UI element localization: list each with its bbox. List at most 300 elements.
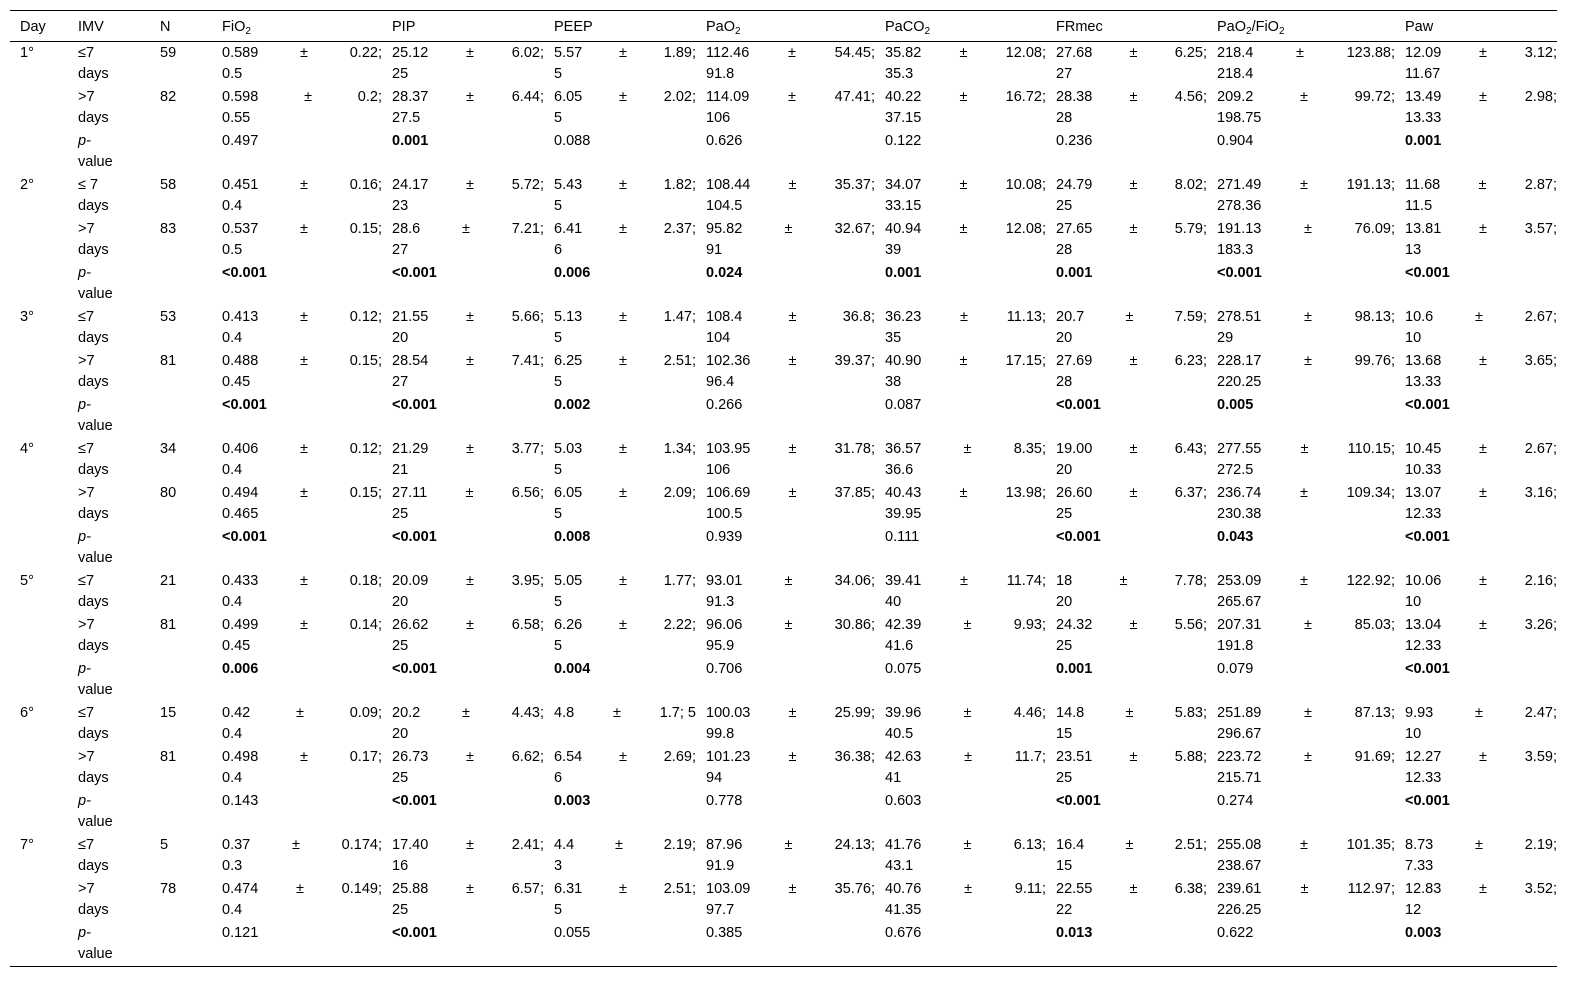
value-line <box>392 615 544 636</box>
day-cell: 4° <box>20 441 34 457</box>
value-cell <box>382 570 544 614</box>
value-line <box>222 439 382 460</box>
plus-minus: ± <box>619 573 627 589</box>
median-value: 272.5 <box>1217 462 1254 478</box>
plus-minus: ± <box>466 309 474 325</box>
sd-value: 2.51; <box>1174 837 1207 853</box>
plus-minus: ± <box>619 485 627 501</box>
sd-value: 91.69; <box>1354 749 1395 765</box>
p-value-cell: 0.003 <box>554 793 591 809</box>
plus-minus: ± <box>1479 441 1487 457</box>
mean-value: 12.27 <box>1405 749 1442 765</box>
plus-minus: ± <box>304 89 313 105</box>
plus-minus: ± <box>466 89 474 105</box>
sd-value: 2.09; <box>663 485 696 501</box>
value-cell <box>696 42 875 87</box>
plus-minus: ± <box>462 705 470 721</box>
table-row <box>10 306 1557 350</box>
imv-label: >7 <box>78 353 95 369</box>
value-line <box>885 879 1046 900</box>
value-cell <box>544 174 696 218</box>
plus-minus: ± <box>788 485 797 501</box>
value-line <box>392 571 544 592</box>
sd-value: 5.66; <box>511 309 544 325</box>
p-value-cell: <0.001 <box>392 265 437 281</box>
mean-value: 6.54 <box>554 749 583 765</box>
value-line <box>1405 307 1557 328</box>
p-value-cell: 0.676 <box>885 925 922 941</box>
imv-cell <box>68 394 150 438</box>
plus-minus: ± <box>619 177 627 193</box>
plus-minus: ± <box>619 749 627 765</box>
header-label: PaCO <box>885 19 925 35</box>
mean-value: 6.25 <box>554 353 583 369</box>
value-line <box>885 175 1046 196</box>
value-line <box>1405 703 1557 724</box>
value-line <box>1405 175 1557 196</box>
value-cell <box>1046 42 1207 87</box>
p-value-cell: 0.111 <box>885 529 920 545</box>
value-cell <box>212 218 382 262</box>
plus-minus: ± <box>959 353 968 369</box>
median-value: 296.67 <box>1217 726 1262 742</box>
plus-minus: ± <box>1300 177 1308 193</box>
plus-minus: ± <box>296 705 304 721</box>
value-line <box>222 483 382 504</box>
value-cell <box>1395 570 1557 614</box>
plus-minus: ± <box>1304 221 1312 237</box>
value-line <box>222 219 382 240</box>
column-header <box>212 11 382 42</box>
imv-label: days <box>78 594 109 610</box>
p-value-cell: 0.001 <box>1056 265 1093 281</box>
mean-value: 5.13 <box>554 309 583 325</box>
median-value: 5 <box>554 110 563 126</box>
plus-minus: ± <box>1304 749 1312 765</box>
value-line <box>706 307 875 328</box>
value-cell <box>1046 614 1207 658</box>
value-cell <box>1395 614 1557 658</box>
mean-value: 26.60 <box>1056 485 1093 501</box>
value-cell <box>382 438 544 482</box>
imv-cell <box>68 218 150 262</box>
plus-minus: ± <box>788 705 797 721</box>
sd-value: 0.22; <box>349 45 382 61</box>
mean-value: 102.36 <box>706 353 751 369</box>
mean-value: 0.598 <box>222 89 259 105</box>
plus-minus: ± <box>1125 837 1134 853</box>
value-cell <box>212 702 382 746</box>
value-cell <box>544 614 696 658</box>
median-value: 20 <box>1056 462 1073 478</box>
mean-value: 10.45 <box>1405 441 1442 457</box>
value-cell <box>696 306 875 350</box>
median-value: 97.7 <box>706 902 735 918</box>
imv-label: value <box>78 946 113 962</box>
mean-value: 13.68 <box>1405 353 1442 369</box>
p-value-cell: <0.001 <box>392 793 437 809</box>
plus-minus: ± <box>1119 573 1128 589</box>
value-cell <box>382 746 544 790</box>
table-row <box>10 350 1557 394</box>
value-line <box>222 307 382 328</box>
median-value: 25 <box>1056 198 1073 214</box>
value-line <box>1056 351 1207 372</box>
median-value: 91.3 <box>706 594 735 610</box>
mean-value: 6.41 <box>554 221 583 237</box>
value-cell <box>212 614 382 658</box>
value-line <box>392 87 544 108</box>
median-value: 20 <box>1056 594 1073 610</box>
plus-minus: ± <box>300 45 308 61</box>
value-cell <box>875 86 1046 130</box>
p-value-cell: 0.904 <box>1217 133 1254 149</box>
table-row <box>10 790 1557 834</box>
header-label: Day <box>20 19 46 35</box>
mean-value: 0.499 <box>222 617 259 633</box>
value-line <box>885 87 1046 108</box>
mean-value: 13.49 <box>1405 89 1442 105</box>
mean-value: 27.65 <box>1056 221 1093 237</box>
value-line <box>222 571 382 592</box>
plus-minus: ± <box>959 221 968 237</box>
sd-value: 7.78; <box>1174 573 1207 589</box>
sd-value: 39.37; <box>834 353 875 369</box>
n-cell: 83 <box>160 221 177 237</box>
sd-value: 35.76; <box>834 881 875 897</box>
table-row <box>10 746 1557 790</box>
value-cell <box>1395 306 1557 350</box>
mean-value: 8.73 <box>1405 837 1434 853</box>
plus-minus: ± <box>1125 309 1134 325</box>
p-value-cell: <0.001 <box>222 265 267 281</box>
value-cell <box>875 42 1046 87</box>
plus-minus: ± <box>466 177 474 193</box>
value-line <box>1405 219 1557 240</box>
value-cell <box>1046 438 1207 482</box>
plus-minus: ± <box>1300 89 1308 105</box>
sd-value: 76.09; <box>1354 221 1395 237</box>
table-row <box>10 42 1557 87</box>
plus-minus: ± <box>1475 309 1483 325</box>
value-line <box>554 615 696 636</box>
column-header <box>10 11 68 42</box>
value-line <box>222 835 382 856</box>
n-cell: 81 <box>160 617 177 633</box>
sd-value: 1.82; <box>663 177 696 193</box>
value-line <box>1056 307 1207 328</box>
value-cell <box>875 834 1046 878</box>
n-cell <box>150 394 212 438</box>
imv-label: ≤7 <box>78 45 95 61</box>
p-value-cell: <0.001 <box>1405 661 1450 677</box>
median-value: 0.4 <box>222 902 243 918</box>
value-cell <box>875 746 1046 790</box>
p-value-cell: 0.005 <box>1217 397 1254 413</box>
plus-minus: ± <box>619 881 627 897</box>
value-line <box>1217 615 1395 636</box>
value-line <box>706 879 875 900</box>
day-cell: 2° <box>20 177 34 193</box>
value-cell <box>1046 218 1207 262</box>
column-header <box>382 11 544 42</box>
plus-minus: ± <box>788 309 797 325</box>
plus-minus: ± <box>465 485 474 501</box>
sd-value: 2.98; <box>1524 89 1557 105</box>
p-value-cell: 0.008 <box>554 529 591 545</box>
median-value: 21 <box>392 462 409 478</box>
mean-value: 5.57 <box>554 45 583 61</box>
median-value: 33.15 <box>885 198 922 214</box>
value-line <box>885 351 1046 372</box>
median-value: 5 <box>554 330 563 346</box>
plus-minus: ± <box>959 89 968 105</box>
median-value: 10 <box>1405 726 1422 742</box>
plus-minus: ± <box>1304 309 1312 325</box>
value-line <box>554 351 696 372</box>
imv-label: days <box>78 242 109 258</box>
sd-value: 0.18; <box>349 573 382 589</box>
mean-value: 0.488 <box>222 353 259 369</box>
median-value: 25 <box>392 638 409 654</box>
value-cell <box>1046 746 1207 790</box>
imv-cell <box>68 790 150 834</box>
value-line <box>706 571 875 592</box>
mean-value: 108.4 <box>706 309 743 325</box>
median-value: 238.67 <box>1217 858 1262 874</box>
median-value: 0.4 <box>222 726 243 742</box>
n-cell: 82 <box>160 89 177 105</box>
column-header <box>68 11 150 42</box>
n-cell: 81 <box>160 749 177 765</box>
p-value-cell: 0.236 <box>1056 133 1093 149</box>
p-value-cell: 0.266 <box>706 397 743 413</box>
plus-minus: ± <box>614 837 623 853</box>
median-value: 13 <box>1405 242 1422 258</box>
median-value: 183.3 <box>1217 242 1254 258</box>
value-line <box>706 747 875 768</box>
mean-value: 36.57 <box>885 441 922 457</box>
imv-label: value <box>78 154 113 170</box>
sd-value: 12.08; <box>1005 221 1046 237</box>
value-cell <box>1395 702 1557 746</box>
value-cell <box>696 350 875 394</box>
imv-cell <box>68 570 150 614</box>
p-value-cell: 0.003 <box>1405 925 1442 941</box>
mean-value: 87.96 <box>706 837 743 853</box>
median-value: 5 <box>554 374 563 390</box>
sd-value: 85.03; <box>1354 617 1395 633</box>
plus-minus: ± <box>466 45 474 61</box>
plus-minus: ± <box>1475 705 1483 721</box>
sd-value: 2.87; <box>1524 177 1557 193</box>
plus-minus: ± <box>960 309 968 325</box>
table-header <box>10 11 1557 42</box>
median-value: 96.4 <box>706 374 735 390</box>
value-cell <box>544 42 696 87</box>
sd-value: 122.92; <box>1346 573 1395 589</box>
n-cell: 21 <box>160 573 177 589</box>
value-line <box>706 483 875 504</box>
imv-label: p- <box>78 133 91 149</box>
mean-value: 191.13 <box>1217 221 1262 237</box>
sd-value: 2.22; <box>663 617 696 633</box>
median-value: 91.8 <box>706 66 735 82</box>
p-value-cell: 0.603 <box>885 793 922 809</box>
mean-value: 5.43 <box>554 177 583 193</box>
median-value: 265.67 <box>1217 594 1262 610</box>
median-value: 40 <box>885 594 902 610</box>
sd-value: 3.52; <box>1524 881 1557 897</box>
mean-value: 277.55 <box>1217 441 1262 457</box>
median-value: 23 <box>392 198 409 214</box>
median-value: 104 <box>706 330 731 346</box>
column-header <box>696 11 875 42</box>
plus-minus: ± <box>788 441 797 457</box>
value-line <box>1217 571 1395 592</box>
value-cell <box>1207 174 1395 218</box>
data-table-container <box>10 10 1557 967</box>
sd-value: 54.45; <box>834 45 875 61</box>
mean-value: 251.89 <box>1217 705 1262 721</box>
p-value-cell: <0.001 <box>392 397 437 413</box>
sd-value: 5.72; <box>511 177 544 193</box>
value-cell <box>1046 174 1207 218</box>
day-cell: 6° <box>20 705 34 721</box>
value-cell <box>875 438 1046 482</box>
plus-minus: ± <box>619 617 627 633</box>
n-cell: 59 <box>160 45 177 61</box>
day-cell: 7° <box>20 837 34 853</box>
imv-cell <box>68 922 150 967</box>
table-row <box>10 922 1557 967</box>
mean-value: 26.62 <box>392 617 429 633</box>
mean-value: 24.17 <box>392 177 429 193</box>
value-line <box>392 747 544 768</box>
sd-value: 5.88; <box>1174 749 1207 765</box>
value-line <box>1056 835 1207 856</box>
p-value-cell: 0.385 <box>706 925 743 941</box>
value-line <box>706 835 875 856</box>
sd-value: 98.13; <box>1354 309 1395 325</box>
header-subscript: 2 <box>735 26 741 37</box>
value-line <box>554 175 696 196</box>
table-row <box>10 174 1557 218</box>
imv-cell <box>68 746 150 790</box>
plus-minus: ± <box>466 749 474 765</box>
day-cell: 1° <box>20 45 34 61</box>
sd-value: 11.7; <box>1014 749 1046 765</box>
mean-value: 6.26 <box>554 617 583 633</box>
median-value: 198.75 <box>1217 110 1262 126</box>
plus-minus: ± <box>788 881 797 897</box>
value-line <box>1056 483 1207 504</box>
table-row <box>10 658 1557 702</box>
mean-value: 28.54 <box>392 353 429 369</box>
plus-minus: ± <box>1129 89 1138 105</box>
plus-minus: ± <box>963 837 972 853</box>
value-line <box>1405 439 1557 460</box>
value-cell <box>212 746 382 790</box>
mean-value: 95.82 <box>706 221 743 237</box>
value-cell <box>696 834 875 878</box>
value-cell <box>1207 42 1395 87</box>
value-cell <box>1395 834 1557 878</box>
sd-value: 6.38; <box>1174 881 1207 897</box>
value-line <box>222 703 382 724</box>
median-value: 11.5 <box>1405 198 1433 214</box>
plus-minus: ± <box>959 45 968 61</box>
imv-cell <box>68 350 150 394</box>
mean-value: 209.2 <box>1217 89 1254 105</box>
median-value: 13.33 <box>1405 374 1442 390</box>
value-line <box>885 835 1046 856</box>
value-line <box>222 87 382 108</box>
value-line <box>1405 483 1557 504</box>
plus-minus: ± <box>788 177 797 193</box>
plus-minus: ± <box>784 617 793 633</box>
median-value: 28 <box>1056 374 1073 390</box>
imv-cell <box>68 262 150 306</box>
value-line <box>222 43 382 64</box>
imv-label: p- <box>78 529 91 545</box>
sd-value: 109.34; <box>1346 485 1395 501</box>
sd-value: 1.7; 5 <box>659 705 696 721</box>
mean-value: 0.413 <box>222 309 259 325</box>
median-value: 220.25 <box>1217 374 1262 390</box>
value-cell <box>1046 350 1207 394</box>
mean-value: 5.05 <box>554 573 583 589</box>
plus-minus: ± <box>1129 221 1138 237</box>
mean-value: 23.51 <box>1056 749 1093 765</box>
n-cell: 58 <box>160 177 177 193</box>
imv-cell <box>68 878 150 922</box>
value-line <box>554 483 696 504</box>
median-value: 100.5 <box>706 506 743 522</box>
plus-minus: ± <box>1478 177 1487 193</box>
value-cell <box>875 878 1046 922</box>
value-cell <box>212 834 382 878</box>
mean-value: 218.4 <box>1217 45 1254 61</box>
mean-value: 13.07 <box>1405 485 1442 501</box>
sd-value: 112.97; <box>1347 881 1395 897</box>
value-line <box>392 703 544 724</box>
median-value: 0.5 <box>222 66 243 82</box>
imv-label: ≤7 <box>78 573 95 589</box>
plus-minus: ± <box>787 45 796 61</box>
plus-minus: ± <box>462 221 470 237</box>
value-cell <box>544 306 696 350</box>
sd-value: 2.16; <box>1524 573 1557 589</box>
plus-minus: ± <box>1129 881 1138 897</box>
median-value: 10 <box>1405 330 1422 346</box>
median-value: 0.55 <box>222 110 251 126</box>
plus-minus: ± <box>300 221 308 237</box>
value-cell <box>1395 482 1557 526</box>
value-cell <box>382 306 544 350</box>
table-row <box>10 702 1557 746</box>
plus-minus: ± <box>1300 881 1309 897</box>
median-value: 27 <box>1056 66 1073 82</box>
sd-value: 6.13; <box>1013 837 1046 853</box>
plus-minus: ± <box>619 221 627 237</box>
value-cell <box>875 218 1046 262</box>
sd-value: 3.12; <box>1524 45 1557 61</box>
sd-value: 34.06; <box>834 573 875 589</box>
mean-value: 11.68 <box>1405 177 1441 193</box>
median-value: 20 <box>1056 330 1073 346</box>
mean-value: 10.6 <box>1405 309 1434 325</box>
